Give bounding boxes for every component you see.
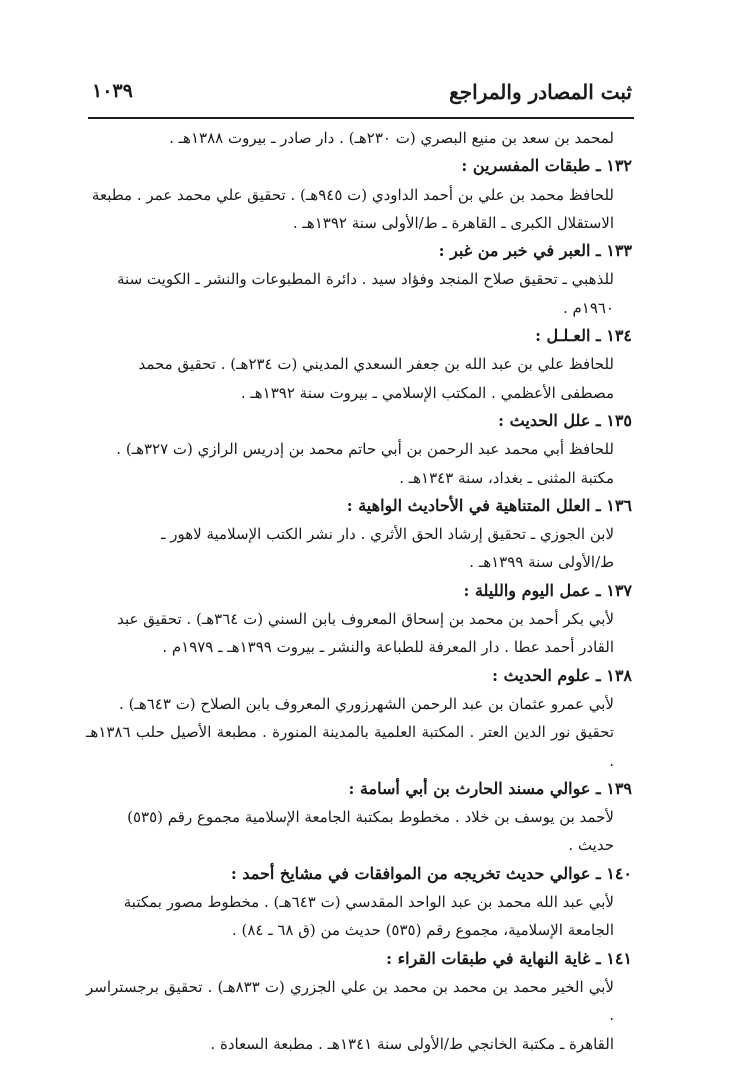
entry-text-line: للحافظ محمد بن علي بن أحمد الداودي (ت ٩٤٥هـ) . تحقيق علي محمد عمر . مطبعة — [91, 185, 614, 204]
header-rule — [88, 117, 634, 119]
entry-text-line: تحقيق نور الدين العتر . المكتبة العلمية بالمدينة المنورة . مطبعة الأصيل حلب ١٣٨٦هـ . — [86, 723, 614, 770]
entry-title: ١٣٣ ـ العبر في خبر من غبر : — [438, 241, 632, 261]
entry-text-line: لمحمد بن سعد بن منيع البصري (ت ٢٣٠هـ) . دار صادر ـ بيروت ١٣٨٨هـ . — [169, 129, 614, 147]
entry-text-line: لأحمد بن يوسف بن خلاد . مخطوط بمكتبة الجامعة الإسلامية مجموع رقم (٥٣٥) — [127, 808, 614, 827]
entry-text-line: لأبي عبد الله محمد بن عبد الواحد المقدسي (ت ٦٤٣هـ) . مخطوط مصور بمكتبة — [123, 893, 614, 912]
entry-title: ١٤٠ ـ عوالي حديث تخريجه من الموافقات في مشايخ أحمد : — [230, 863, 632, 883]
page-header — [92, 80, 632, 110]
entry-title: ١٣٦ ـ العلل المتناهية في الأحاديث الواهية : — [346, 495, 632, 515]
entry-title: ١٣٢ ـ طبقات المفسرين : — [461, 156, 632, 176]
entry-text-line: لابن الجوزي ـ تحقيق إرشاد الحق الأثري . دار نشر الكتب الإسلامية لاهور ـ — [161, 525, 614, 544]
entry-title: ١٣٧ ـ عمل اليوم والليلة : — [463, 580, 632, 600]
entry-text-line: الاستقلال الكبرى ـ القاهرة ـ ط/الأولى سنة ١٣٩٢هـ . — [292, 213, 614, 232]
entry-text-line: للحافظ علي بن عبد الله بن جعفر السعدي المديني (ت ٢٣٤هـ) . تحقيق محمد — [138, 355, 614, 374]
entry-text-line: مكتبة المثنى ـ بغداد، سنة ١٣٤٣هـ . — [399, 468, 614, 487]
entry-text-line: حديث . — [568, 836, 614, 855]
entry-text-line: ١٩٦٠م . — [562, 298, 614, 317]
entry-text-line: ط/الأولى سنة ١٣٩٩هـ . — [469, 553, 614, 572]
entry-title: ١٣٨ ـ علوم الحديث : — [492, 665, 632, 685]
entry-text-line: القادر أحمد عطا . دار المعرفة للطباعة والنشر ـ بيروت ١٣٩٩هـ ـ ١٩٧٩م . — [162, 638, 614, 657]
entry-title: ١٣٤ ـ العـلـل : — [535, 326, 632, 346]
entry-text-line: مصطفى الأعظمي . المكتب الإسلامي ـ بيروت سنة ١٣٩٢هـ . — [240, 383, 614, 402]
running-title: ثبت المصادر والمراجع — [449, 80, 632, 104]
entry-text-line: الجامعة الإسلامية، مجموع رقم (٥٣٥) حديث من (ق ٦٨ ـ ٨٤) . — [231, 921, 614, 940]
entry-text-line: القاهرة ـ مكتبة الخانجي ط/الأولى سنة ١٣٤١هـ . مطبعة السعادة . — [210, 1034, 614, 1053]
entry-text-line: لأبي بكر أحمد بن محمد بن إسحاق المعروف بابن السني (ت ٣٦٤هـ) . تحقيق عبد — [117, 610, 614, 629]
entry-title: ١٣٩ ـ عوالي مسند الحارث بن أبي أسامة : — [348, 778, 632, 798]
entry-text-line: للحافظ أبي محمد عبد الرحمن بن أبي حاتم محمد بن إدريس الرازي (ت ٣٢٧هـ) . — [116, 440, 614, 459]
entry-title: ١٤١ ـ غاية النهاية في طبقات القراء : — [386, 948, 632, 968]
bibliography-list — [86, 124, 632, 1058]
page-number: ١٠٣٩ — [92, 80, 133, 102]
entry-text-line: لأبي عمرو عثمان بن عبد الرحمن الشهرزوري المعروف بابن الصلاح (ت ٦٤٣هـ) . — [119, 694, 614, 713]
entry-text-line: للذهبي ـ تحقيق صلاح المنجد وفؤاد سيد . دائرة المطبوعات والنشر ـ الكويت سنة — [117, 270, 614, 289]
entry-text-line: لأبي الخير محمد بن محمد بن محمد بن علي الجزري (ت ٨٣٣هـ) . تحقيق برجستراسر . — [86, 977, 614, 1025]
entry-title: ١٣٥ ـ علل الحديث : — [498, 410, 632, 430]
